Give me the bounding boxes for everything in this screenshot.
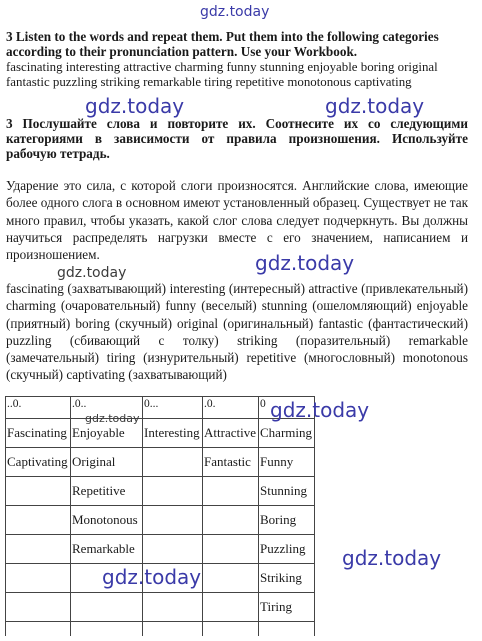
table-cell: Stunning xyxy=(259,477,315,506)
table-cell xyxy=(143,622,203,637)
table-cell xyxy=(259,622,315,637)
table-row xyxy=(6,419,315,448)
header-cell: .0.. xyxy=(71,397,143,419)
table-row xyxy=(6,506,315,535)
table-cell: Attractive xyxy=(203,419,259,448)
table-cell: Fantastic xyxy=(203,448,259,477)
watermark-8: gdz.today xyxy=(102,565,202,589)
header-cell: .0. xyxy=(203,397,259,419)
categories-table xyxy=(5,396,315,636)
task-ru-heading: 3 Послушайте слова и повторите их. Соотнесите их со следующими категориями в зависимости от правила произношения. Используйте рабочую тетрадь. xyxy=(6,116,468,161)
table-cell: Boring xyxy=(259,506,315,535)
watermark-2: gdz.today xyxy=(325,94,425,118)
table-cell xyxy=(6,622,71,637)
table-cell xyxy=(143,593,203,622)
table-cell: Charming xyxy=(259,419,315,448)
table-cell: Repetitive xyxy=(71,477,143,506)
table-cell xyxy=(6,506,71,535)
table-cell xyxy=(143,506,203,535)
table-row xyxy=(6,448,315,477)
table-cell: Fascinating xyxy=(6,419,71,448)
watermark-top: gdz.today xyxy=(200,4,270,20)
table-cell: Captivating xyxy=(6,448,71,477)
watermark-5: gdz.today xyxy=(85,412,140,425)
watermark-4: gdz.today xyxy=(57,265,127,281)
table-cell: Monotonous xyxy=(71,506,143,535)
task-en-words: fascinating interesting attractive charming funny stunning enjoyable boring original fantastic puzzling striking remarkable tiring repetitive monotonous captivating xyxy=(6,60,438,89)
table-cell xyxy=(203,477,259,506)
task-ru-translations: fascinating (захватывающий) interesting (интересный) attractive (привлекательный) charming (очаровательный) funny (веселый) stunning (ошеломляющий) enjoyable (приятный) boring (скучный) original (оригинальный) fantastic (фантастический) puzzling (сбивающий с толку) striking (поразительный) remarkable (замечательный) tiring (изнурительный) repetitive (многословный) monotonous (скучный) captivating (захватывающий) xyxy=(6,281,468,383)
header-cell: ..0. xyxy=(6,397,71,419)
watermark-1: gdz.today xyxy=(85,94,185,118)
table-cell: Funny xyxy=(259,448,315,477)
header-cell: 0 xyxy=(259,397,315,419)
table-cell xyxy=(143,448,203,477)
table-row xyxy=(6,622,315,637)
table-cell xyxy=(6,477,71,506)
table-row xyxy=(6,477,315,506)
table-cell xyxy=(203,535,259,564)
table-cell: Remarkable xyxy=(71,535,143,564)
table-cell: Puzzling xyxy=(259,535,315,564)
table-cell xyxy=(6,564,71,593)
table-cell: Enjoyable xyxy=(71,419,143,448)
table-cell xyxy=(203,622,259,637)
table-cell xyxy=(6,535,71,564)
task-en-heading: 3 Listen to the words and repeat them. Put them into the following categories according to their pronunciation pattern. Use your Workbook. xyxy=(6,29,439,59)
table-cell: Tiring xyxy=(259,593,315,622)
table-cell xyxy=(203,564,259,593)
task-ru-explanation: Ударение это сила, с которой слоги произносятся. Английские слова, имеющие более одного слога в основном имеют установленный образец. Существует не так много правил, чтобы указать, какой слог слова следует подчеркнуть. Вы должны научиться распределять нагрузки вместе с его значением, написанием и произношением. xyxy=(6,178,468,263)
table-cell: Striking xyxy=(259,564,315,593)
table-cell xyxy=(143,535,203,564)
table-row xyxy=(6,535,315,564)
table-cell xyxy=(203,593,259,622)
table-cell xyxy=(143,477,203,506)
watermark-7: gdz.today xyxy=(342,546,442,570)
table-cell: Original xyxy=(71,448,143,477)
table-cell xyxy=(203,506,259,535)
table-cell xyxy=(71,622,143,637)
table-row xyxy=(6,593,315,622)
table-cell: Interesting xyxy=(143,419,203,448)
table-cell xyxy=(6,593,71,622)
table-header-row xyxy=(6,397,315,419)
watermark-6: gdz.today xyxy=(270,398,370,422)
watermark-3: gdz.today xyxy=(255,251,355,275)
table-cell xyxy=(71,593,143,622)
header-cell: 0... xyxy=(143,397,203,419)
